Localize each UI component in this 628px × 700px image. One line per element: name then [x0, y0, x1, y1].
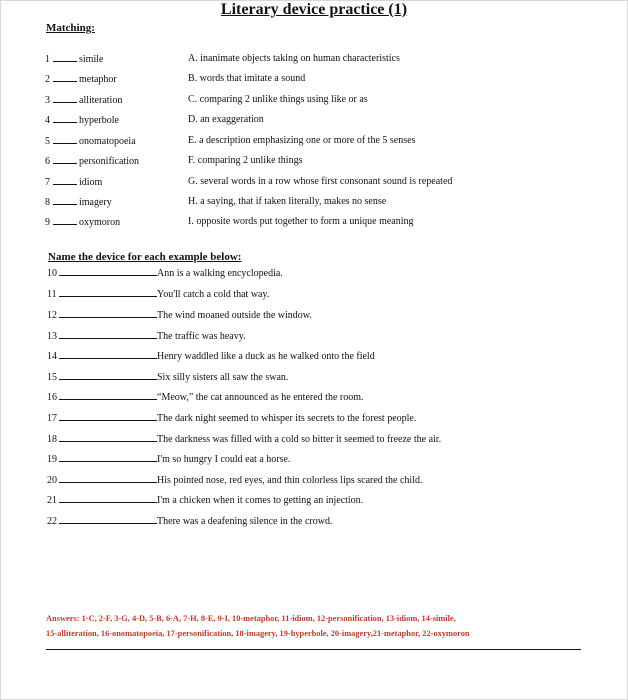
example-row	[47, 432, 441, 446]
page-title: Literary device practice (1)	[220, 1, 408, 18]
term-label: metaphor	[79, 74, 117, 85]
answer-blank[interactable]	[59, 432, 157, 442]
answer-blank[interactable]	[53, 113, 77, 123]
term-number: 3	[45, 95, 50, 106]
answer-blank[interactable]	[59, 308, 157, 318]
answer-blank[interactable]	[53, 195, 77, 205]
answer-blank[interactable]	[53, 154, 77, 164]
example-sentence: There was a deafening silence in the crowd.	[157, 516, 333, 527]
term-label: alliteration	[79, 95, 123, 106]
example-row	[47, 473, 423, 487]
answer-blank[interactable]	[53, 175, 77, 185]
term-number: 1	[45, 54, 50, 65]
term-number: 4	[45, 115, 50, 126]
example-number: 16	[47, 392, 57, 403]
answer-blank[interactable]	[59, 493, 157, 503]
examples-heading: Name the device for each example below:	[48, 251, 242, 263]
term-number: 9	[45, 217, 50, 228]
answer-blank[interactable]	[53, 72, 77, 82]
term-number: 7	[45, 177, 50, 188]
term-number: 5	[45, 136, 50, 147]
answer-blank[interactable]	[59, 390, 157, 400]
example-number: 22	[47, 516, 57, 527]
answer-blank[interactable]	[53, 52, 77, 62]
example-number: 13	[47, 331, 57, 342]
answer-blank[interactable]	[53, 215, 77, 225]
definition-item: A. inanimate objects taking on human characteristics	[188, 53, 400, 64]
example-row	[47, 514, 332, 528]
answer-blank[interactable]	[59, 349, 157, 359]
matching-term-row	[45, 195, 112, 209]
example-sentence: His pointed nose, red eyes, and thin colorless lips scared the child.	[157, 475, 423, 486]
answer-blank[interactable]	[53, 93, 77, 103]
term-label: onomatopoeia	[79, 136, 136, 147]
matching-term-row	[45, 154, 139, 168]
example-number: 11	[47, 289, 57, 300]
answer-blank[interactable]	[59, 411, 157, 421]
example-sentence: The traffic was heavy.	[157, 331, 246, 342]
answer-key-line: 15-alliteration, 16-onomatopoeia, 17-personification, 18-imagery, 19-hyperbole, 20-imagery,21-metaphor, 22-oxymoron	[46, 629, 470, 638]
definition-item: F. comparing 2 unlike things	[188, 155, 303, 166]
matching-term-row	[45, 72, 117, 86]
example-row	[47, 287, 269, 301]
example-sentence: Ann is a walking encyclopedia.	[157, 268, 283, 279]
example-row	[47, 411, 416, 425]
answer-blank[interactable]	[59, 473, 157, 483]
answer-key-line: Answers: 1-C, 2-F, 3-G, 4-D, 5-B, 6-A, 7-H, 8-E, 9-I, 10-metaphor, 11-idiom, 12-personification, 13-idiom, 14-simile,	[46, 614, 456, 623]
term-label: hyperbole	[79, 115, 119, 126]
term-label: simile	[79, 54, 104, 65]
example-number: 17	[47, 413, 57, 424]
definition-item: I. opposite words put together to form a unique meaning	[188, 216, 414, 227]
term-number: 2	[45, 74, 50, 85]
matching-term-row	[45, 215, 120, 229]
example-row	[47, 493, 363, 507]
example-number: 10	[47, 268, 57, 279]
example-number: 20	[47, 475, 57, 486]
matching-term-row	[45, 134, 136, 148]
definition-item: H. a saying, that if taken literally, makes no sense	[188, 196, 387, 207]
answer-blank[interactable]	[59, 514, 157, 524]
example-row	[47, 308, 312, 322]
definition-item: C. comparing 2 unlike things using like or as	[188, 94, 368, 105]
answer-blank[interactable]	[53, 134, 77, 144]
definition-item: D. an exaggeration	[188, 114, 264, 125]
example-row	[47, 390, 363, 404]
term-label: imagery	[79, 197, 112, 208]
example-number: 12	[47, 310, 57, 321]
example-number: 21	[47, 495, 57, 506]
answer-blank[interactable]	[59, 370, 157, 380]
example-row	[47, 329, 246, 343]
matching-term-row	[45, 175, 102, 189]
example-sentence: The darkness was filled with a cold so bitter it seemed to freeze the air.	[157, 434, 442, 445]
example-sentence: You'll catch a cold that way.	[157, 289, 270, 300]
term-number: 6	[45, 156, 50, 167]
example-number: 19	[47, 454, 57, 465]
definition-item: E. a description emphasizing one or more of the 5 senses	[188, 135, 416, 146]
answer-key	[46, 611, 586, 641]
example-sentence: “Meow,” the cat announced as he entered the room.	[157, 392, 364, 403]
matching-heading: Matching:	[46, 22, 95, 34]
example-row	[47, 349, 375, 363]
matching-term-row	[45, 113, 119, 127]
matching-term-row	[45, 52, 103, 66]
example-sentence: Henry waddled like a duck as he walked onto the field	[157, 351, 375, 362]
example-sentence: I'm so hungry I could eat a horse.	[157, 454, 291, 465]
definition-item: B. words that imitate a sound	[188, 73, 306, 84]
example-row	[47, 452, 290, 466]
example-number: 15	[47, 372, 57, 383]
example-sentence: The dark night seemed to whisper its secrets to the forest people.	[157, 413, 417, 424]
answer-blank[interactable]	[59, 266, 157, 276]
definition-item: G. several words in a row whose first consonant sound is repeated	[188, 176, 453, 187]
example-sentence: I'm a chicken when it comes to getting an injection.	[157, 495, 364, 506]
example-sentence: The wind moaned outside the window.	[157, 310, 312, 321]
answer-blank[interactable]	[59, 452, 157, 462]
term-number: 8	[45, 197, 50, 208]
answer-key-divider	[46, 649, 581, 650]
term-label: idiom	[79, 177, 103, 188]
answer-blank[interactable]	[59, 287, 157, 297]
example-number: 14	[47, 351, 57, 362]
example-row	[47, 370, 288, 384]
matching-term-row	[45, 93, 122, 107]
example-number: 18	[47, 434, 57, 445]
answer-blank[interactable]	[59, 329, 157, 339]
term-label: oxymoron	[79, 217, 121, 228]
example-row	[47, 266, 283, 280]
term-label: personification	[79, 156, 139, 167]
example-sentence: Six silly sisters all saw the swan.	[157, 372, 289, 383]
